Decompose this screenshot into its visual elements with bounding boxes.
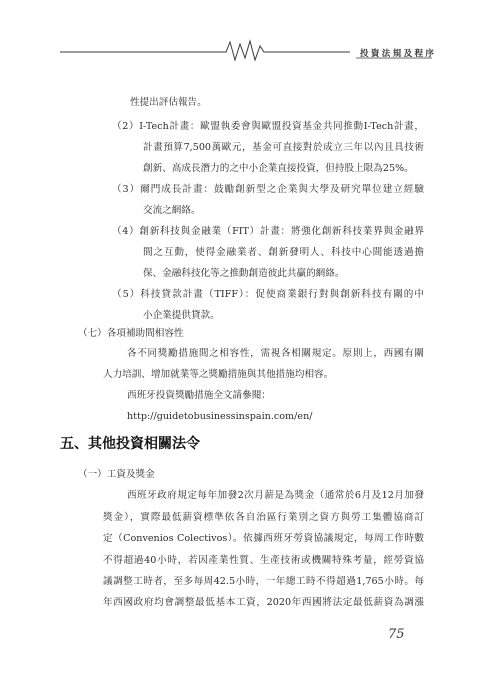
list-item-line: 計畫預算7,500萬歐元，基金可直接對於成立三年以內且具技術 [143, 142, 424, 153]
paragraph-line: 獎金），實際最低薪資標準依各自治區行業別之資方與勞工集體協商訂 [103, 512, 424, 523]
paragraph-line: 年西國政府均會調整最低基本工資，2020年西國將法定最低薪資為調漲 [103, 597, 424, 608]
header-title: 投資法規及程序 [360, 49, 437, 59]
paragraph-line: 西班牙投資獎勵措施全文請參閱： [127, 390, 271, 401]
list-item-line: 創新、高成長潛力的之中小企業直接投資，但持股上限為25%。 [143, 163, 414, 174]
paragraph-line: 議調整工時者，至多每周42.5小時，一年總工時不得超過1,765小時。每 [103, 576, 424, 587]
page-header [60, 38, 437, 62]
list-item-line: （5）科技貸款計畫（TIFF）：促使商業銀行對與創新科技有關的中 [112, 289, 424, 300]
section-heading: 五、其他投資相關法令 [60, 436, 200, 452]
list-item-line: 間之互動，使得金融業者、創新發明人、科技中心間能透過擔 [143, 247, 424, 258]
paragraph-line: 定（Convenios Colectivos）。依據西班牙勞資協議規定，每周工作時數 [103, 533, 424, 544]
list-item-line: （3）爾門成長計畫：鼓勵創新型之企業與大學及研究單位建立經驗 [112, 184, 424, 195]
paragraph-line: 西班牙政府規定每年加發2次月薪是為獎金（通常於6月及12月加發 [127, 490, 424, 501]
paragraph-line: 人力培訓、增加就業等之獎勵措施與其他措施均相容。 [103, 369, 334, 380]
reference-url: http://guidetobusinessinspain.com/en/ [127, 411, 313, 422]
paragraph-line: 各不同獎勵措施間之相容性，需視各相關規定。原則上，西國有關 [127, 348, 424, 359]
list-item-line: 小企業提供貸款。 [143, 310, 220, 321]
list-item-line: 交流之網絡。 [143, 205, 201, 216]
subsection-heading: （七）各項補助間相容性 [78, 328, 184, 339]
paragraph-line: 性提出評估報告。 [130, 97, 207, 108]
subsection-heading: （一）工資及獎金 [78, 469, 155, 480]
list-item-line: （4）創新科技與金融業（FIT）計畫：將強化創新科技業界與金融界 [112, 226, 424, 237]
list-item-line: （2）I-Tech計畫：歐盟執委會與歐盟投資基金共同推動I-Tech計畫， [112, 121, 424, 132]
paragraph-line: 不得超過40小時，若因產業性質、生產技術或機關特殊考量，經勞資協 [103, 555, 424, 566]
list-item-line: 保、金融科技化等之推動創造彼此共贏的網絡。 [143, 268, 345, 279]
page-number: 75 [388, 627, 405, 642]
